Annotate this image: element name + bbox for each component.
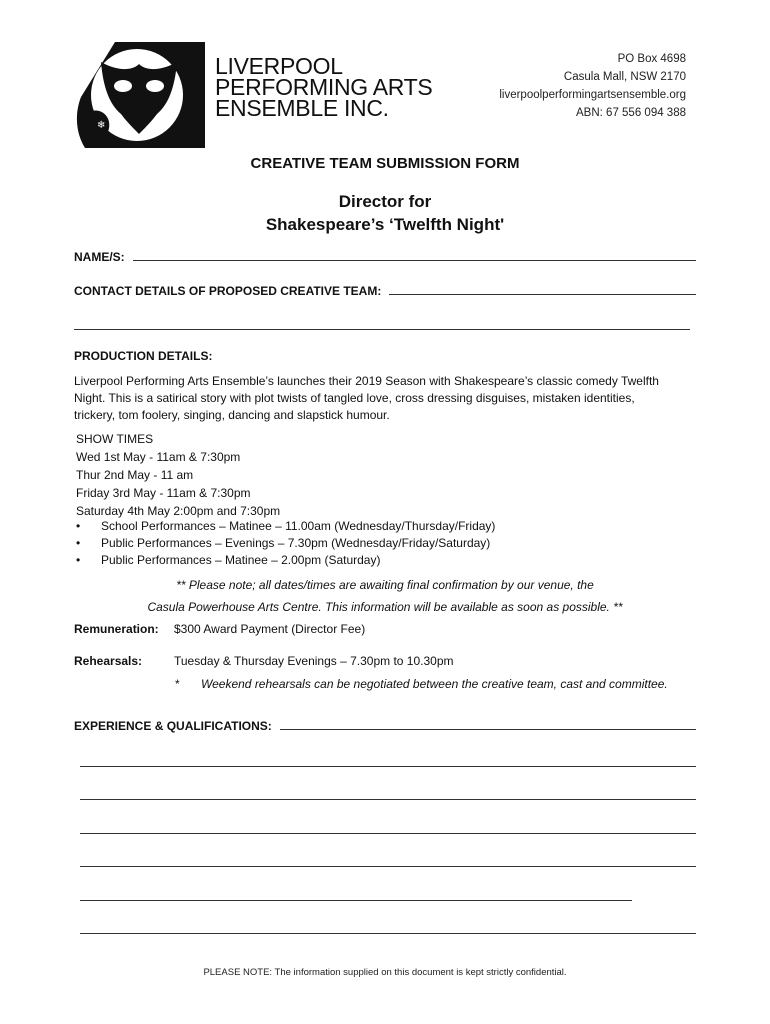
rehearsals-row bbox=[74, 654, 674, 670]
note-asterisk: * bbox=[175, 677, 180, 691]
logo-line-3: ENSEMBLE INC. bbox=[215, 95, 389, 121]
experience-field-row bbox=[74, 719, 696, 733]
form-title: CREATIVE TEAM SUBMISSION FORM bbox=[250, 155, 520, 172]
show-time-item: Wed 1st May - 11am & 7:30pm bbox=[76, 450, 241, 464]
dates-note-line-2: Casula Powerhouse Arts Centre. This information will be available as soon as possible. ** bbox=[147, 600, 623, 614]
names-label: NAME/S: bbox=[74, 250, 125, 264]
performance-item: • School Performances – Matinee – 11.00am (Wednesday/Thursday/Friday) bbox=[76, 518, 495, 535]
production-description: Liverpool Performing Arts Ensemble’s launches their 2019 Season with Shakespeare’s classic comedy Twelfth Night. This is a satirical story with plot twists of tangled love, cross dressing disguises, mistaken identities, trickery, tom foolery, singing, dancing and slapstick humour. bbox=[74, 374, 659, 422]
contact-input-line[interactable] bbox=[389, 294, 696, 295]
remuneration-value: $300 Award Payment (Director Fee) bbox=[174, 622, 366, 636]
confidentiality-footer: PLEASE NOTE: The information supplied on this document is kept strictly confidential. bbox=[203, 967, 567, 978]
experience-input-line[interactable] bbox=[280, 729, 696, 730]
experience-input-line-5[interactable] bbox=[80, 866, 696, 867]
logo-line-1: LIVERPOOL bbox=[215, 53, 343, 79]
document-heading bbox=[0, 190, 770, 236]
rehearsals-value: Tuesday & Thursday Evenings – 7.30pm to 10.30pm bbox=[174, 654, 454, 668]
rehearsals-label: Rehearsals: bbox=[74, 654, 143, 668]
remuneration-row bbox=[74, 622, 674, 638]
remuneration-label: Remuneration: bbox=[74, 622, 159, 636]
experience-input-line-6[interactable] bbox=[80, 900, 632, 901]
po-box: PO Box 4698 bbox=[617, 53, 686, 65]
show-time-item: Saturday 4th May 2:00pm and 7:30pm bbox=[76, 504, 281, 518]
names-input-line[interactable] bbox=[133, 260, 696, 261]
show-times-heading: SHOW TIMES bbox=[76, 432, 154, 446]
performance-list bbox=[76, 518, 495, 569]
experience-input-line-7[interactable] bbox=[80, 933, 696, 934]
svg-text:❄: ❄ bbox=[97, 120, 106, 131]
contact-label: CONTACT DETAILS OF PROPOSED CREATIVE TEAM: bbox=[74, 284, 382, 298]
experience-input-line-3[interactable] bbox=[80, 799, 696, 800]
experience-input-line-4[interactable] bbox=[80, 833, 696, 834]
contact-input-line-2[interactable] bbox=[74, 329, 690, 330]
contact-field-row bbox=[74, 284, 696, 298]
organization-contact-block bbox=[499, 50, 686, 122]
names-field-row bbox=[74, 250, 696, 264]
dates-note-line-1: ** Please note; all dates/times are awaiting final confirmation by our venue, the bbox=[176, 578, 594, 592]
heading-line-1: Director for bbox=[338, 192, 432, 211]
address: Casula Mall, NSW 2170 bbox=[563, 71, 686, 83]
heading-line-2: Shakespeare’s ‘Twelfth Night' bbox=[265, 215, 505, 234]
weekend-rehearsal-note bbox=[175, 677, 668, 691]
show-time-item: Friday 3rd May - 11am & 7:30pm bbox=[76, 486, 251, 500]
theatre-mask-icon bbox=[75, 42, 205, 148]
abn: ABN: 67 556 094 388 bbox=[576, 107, 686, 119]
logo-line-2: PERFORMING ARTS bbox=[215, 74, 433, 100]
organization-logo bbox=[75, 42, 431, 148]
show-time-item: Thur 2nd May - 11 am bbox=[76, 468, 194, 482]
website: liverpoolperformingartsensemble.org bbox=[499, 89, 686, 101]
logo-wordmark bbox=[215, 53, 433, 121]
experience-input-line-2[interactable] bbox=[80, 766, 696, 767]
production-details-heading: PRODUCTION DETAILS: bbox=[74, 349, 213, 363]
experience-label: EXPERIENCE & QUALIFICATIONS: bbox=[74, 719, 272, 733]
show-times-block bbox=[76, 430, 280, 520]
performance-item: • Public Performances – Evenings – 7.30pm (Wednesday/Friday/Saturday) bbox=[76, 535, 495, 552]
performance-item: • Public Performances – Matinee – 2.00pm (Saturday) bbox=[76, 552, 495, 569]
dates-note bbox=[0, 574, 770, 618]
weekend-note-text: Weekend rehearsals can be negotiated between the creative team, cast and committee. bbox=[201, 677, 668, 691]
